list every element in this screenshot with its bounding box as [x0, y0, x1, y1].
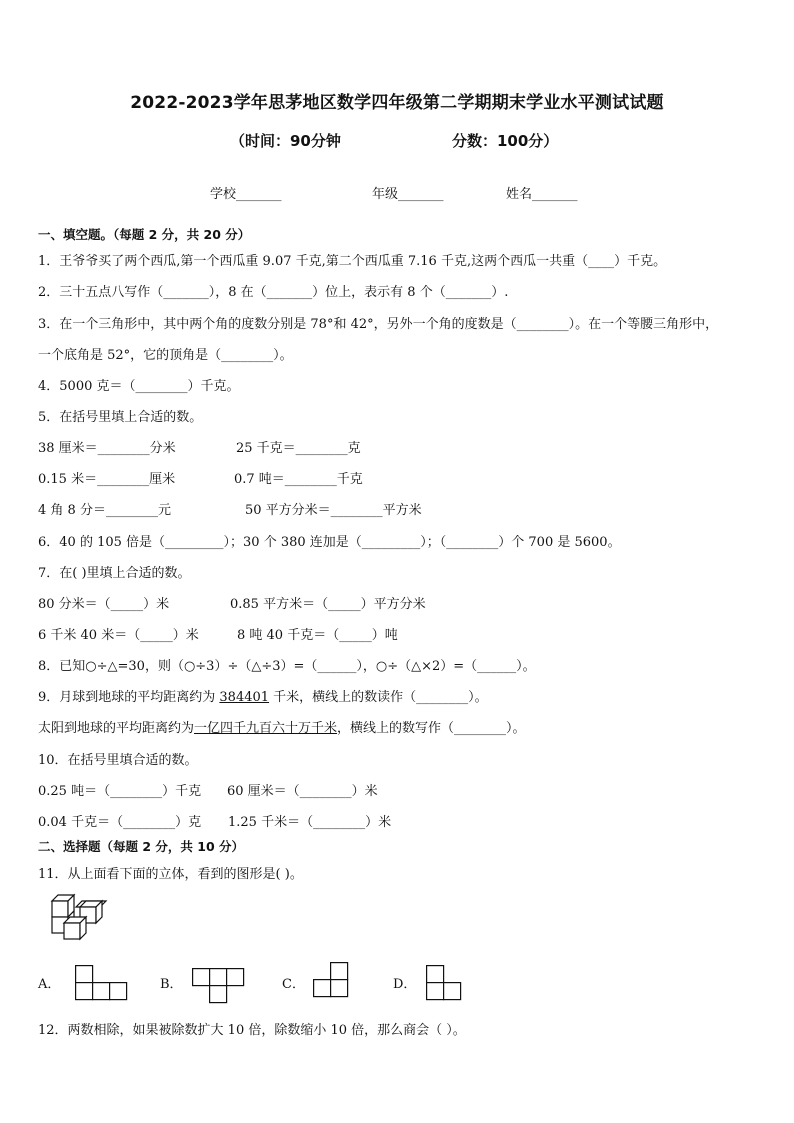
question-7-item: 8 吨 40 千克＝（_____）吨: [237, 628, 398, 643]
question-5-item: 38 厘米＝________分米: [38, 441, 176, 456]
question-9-text: ，横线上的数写作（________）。: [337, 721, 526, 736]
question-9-text: 千米，横线上的数读作（________）。: [269, 690, 488, 705]
underlined-number: 一亿四千九百六十万千米: [194, 721, 338, 736]
question-11: 11．从上面看下面的立体，看到的图形是( )。: [38, 867, 303, 882]
option-d-label: D．: [393, 977, 417, 992]
question-7: 7．在( )里填上合适的数。: [38, 566, 191, 581]
question-9-line-2: [38, 717, 526, 736]
question-7-item: 0.85 平方米＝（_____）平方分米: [230, 597, 426, 612]
underlined-number: 384401: [219, 690, 270, 705]
page-title: 2022-2023学年思茅地区数学四年级第二学期期末学业水平测试试题: [130, 93, 664, 113]
section-fill-blank: 一、填空题。（每题 2 分，共 20 分）: [38, 227, 251, 242]
question-5-item: 4 角 8 分＝________元: [38, 503, 171, 518]
question-3-line-2: 一个底角是 52°，它的顶角是（________）。: [38, 348, 293, 363]
question-12: 12．两数相除，如果被除数扩大 10 倍，除数缩小 10 倍，那么商会（ ）。: [38, 1023, 466, 1038]
option-a-shape: [75, 965, 127, 1001]
option-d-shape: [426, 965, 462, 1001]
question-9-text: 9．月球到地球的平均距离约为: [38, 690, 220, 705]
question-7-item: 80 分米＝（_____）米: [38, 597, 170, 612]
option-a-label: A．: [38, 977, 61, 992]
question-2: 2．三十五点八写作（_______），8 在（_______）位上，表示有 8 个（_______）.: [38, 285, 509, 300]
question-5: 5．在括号里填上合适的数。: [38, 410, 203, 425]
section-multiple-choice: 二、选择题（每题 2 分，共 10 分）: [38, 839, 245, 854]
exam-score: 分数：100分）: [452, 132, 559, 150]
question-10-item: 1.25 千米＝（________）米: [228, 815, 392, 830]
exam-time: （时间：90分钟: [230, 132, 341, 150]
option-b-label: B．: [160, 977, 183, 992]
question-8: 8．已知○÷△=30，则（○÷3）÷（△÷3）=（______），○÷（△×2）=（______）。: [38, 659, 536, 674]
option-c-label: C．: [282, 977, 305, 992]
question-7-item: 6 千米 40 米＝（_____）米: [38, 628, 199, 643]
question-10-item: 0.04 千克＝（________）克: [38, 815, 202, 830]
question-10: 10．在括号里填合适的数。: [38, 753, 198, 768]
question-6: 6．40 的 105 倍是（_________）；30 个 380 连加是（_________）；（________）个 700 是 5600。: [38, 535, 621, 550]
question-10-item: 0.25 吨＝（________）千克: [38, 784, 202, 799]
name-field: 姓名_______: [506, 187, 578, 202]
question-4: 4．5000 克＝（________）千克。: [38, 379, 240, 394]
option-c-shape: [313, 962, 349, 998]
question-5-item: 50 平方分米＝________平方米: [245, 503, 422, 518]
question-9-line-1: [38, 686, 488, 705]
cube-stack-figure: [50, 893, 114, 945]
school-field: 学校_______: [210, 187, 282, 202]
question-3-line-1: 3．在一个三角形中，其中两个角的度数分别是 78°和 42°，另外一个角的度数是（________）。在一个等腰三角形中，: [38, 317, 719, 332]
question-9-text: 太阳到地球的平均距离约为: [38, 721, 195, 736]
question-5-item: 25 千克＝________克: [236, 441, 361, 456]
question-1: 1．王爷爷买了两个西瓜,第一个西瓜重 9.07 千克,第二个西瓜重 7.16 千克,这两个西瓜一共重（____）千克。: [38, 254, 667, 269]
option-b-shape: [192, 968, 244, 1004]
question-5-item: 0.15 米＝________厘米: [38, 472, 176, 487]
question-10-item: 60 厘米＝（________）米: [227, 784, 378, 799]
grade-field: 年级_______: [372, 187, 444, 202]
question-5-item: 0.7 吨＝________千克: [234, 472, 363, 487]
